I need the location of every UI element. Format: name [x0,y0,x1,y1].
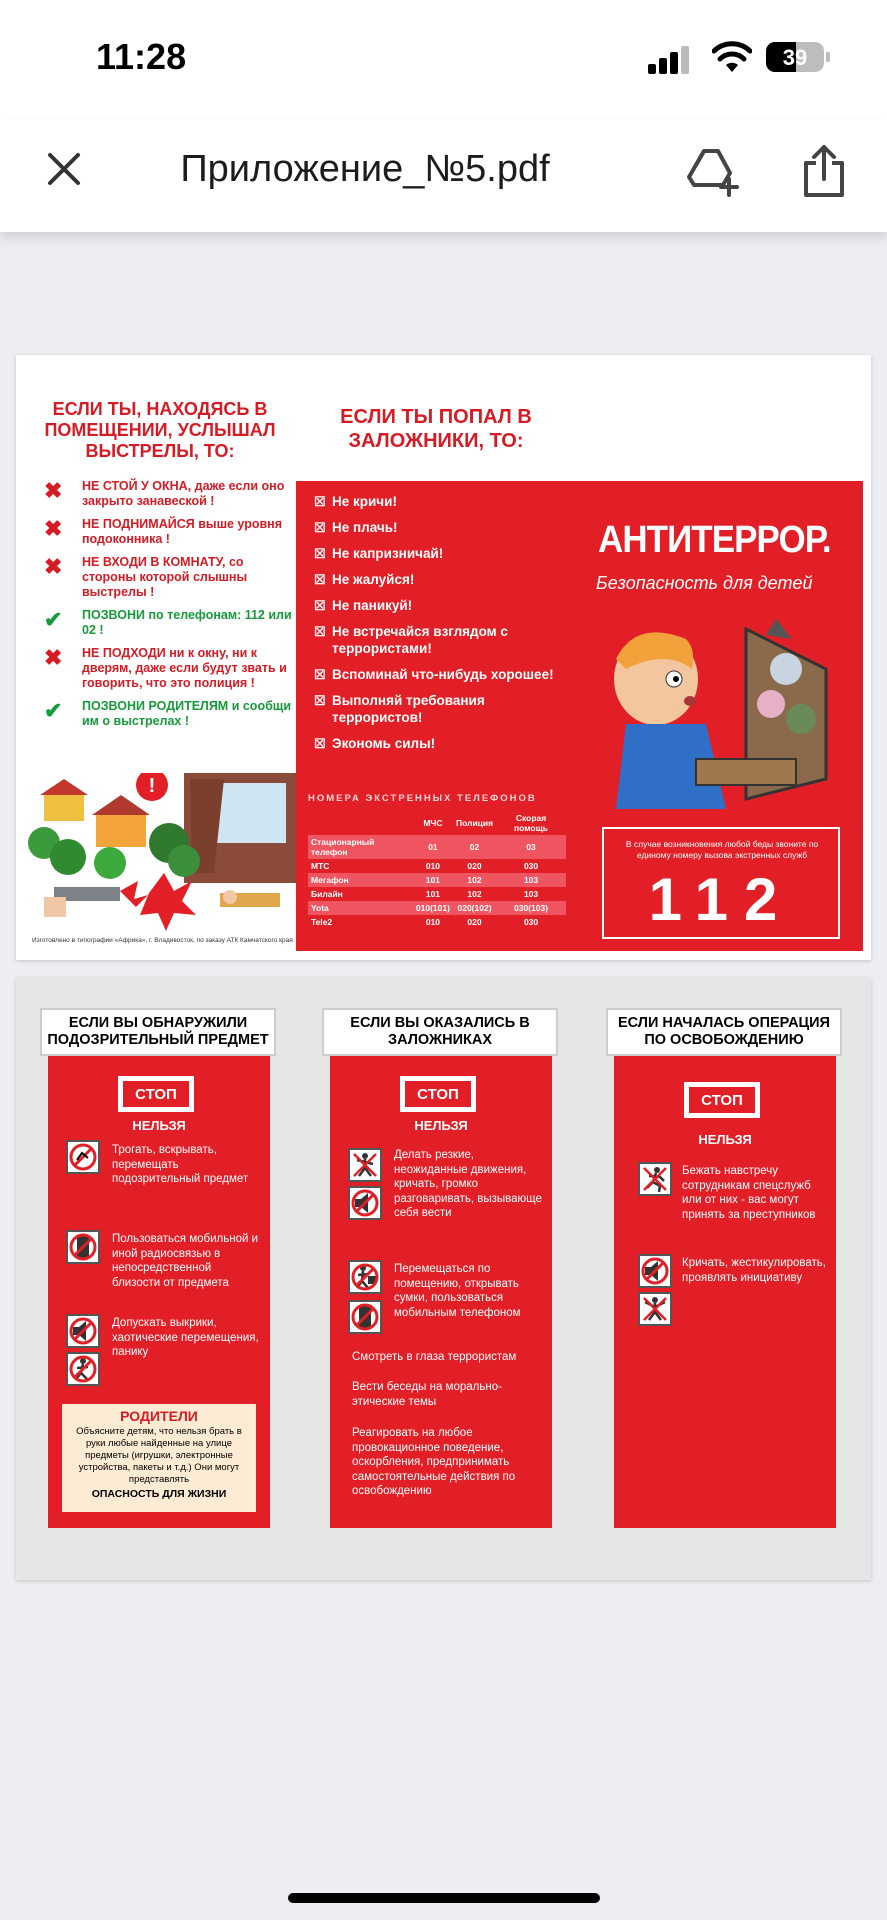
battery-level: 39 [782,45,808,70]
poster-header: ЕСЛИ НАЧАЛАСЬ ОПЕРАЦИЯ ПО ОСВОБОЖДЕНИЮ [606,1008,842,1056]
list-item: ☒ Выполняй требования террористов! [314,693,485,725]
status-bar [0,0,887,120]
no-panic-icon [66,1352,100,1386]
rule-text: Вести беседы на морально-этические темы [352,1381,502,1408]
cross-icon: ✖ [44,478,63,503]
list-item: ✖ НЕ ПОДНИМАЙСЯ выше уровня подоконника ! [44,516,282,546]
list-item: ☒ Не паникуй! [314,598,413,613]
list-item: ✔ ПОЗВОНИ по телефонам: 112 или 02 ! [44,607,292,637]
parents-title: РОДИТЕЛИ [120,1408,198,1424]
home-indicator[interactable] [288,1893,600,1903]
forbidden-label: НЕЛЬЗЯ [414,1118,468,1133]
list-item: ✔ ПОЗВОНИ РОДИТЕЛЯМ и сообщи им о выстрелах ! [44,698,292,728]
stop-sign: СТОП [684,1082,760,1118]
poster-suspicious-item [48,1008,278,1528]
leaflet-panel-hostage [296,361,576,951]
forbidden-label: НЕЛЬЗЯ [698,1132,752,1147]
list-item: ☒ Не плачь! [314,520,398,535]
no-shouting-icon [638,1254,672,1288]
status-time: 11:28 [96,36,187,77]
list-item: ☒ Не встречайся взглядом с террористами! [314,624,508,656]
checkbox-icon: ☒ [314,546,326,561]
emergency-number: 112 [648,866,794,933]
emergency-number-box [602,827,840,939]
rule-text: Трогать, вскрывать, перемещать подозрительный предмет [112,1144,249,1185]
document-title: Приложение_№5.pdf [180,148,550,190]
svg-text:!: ! [148,775,156,797]
checkbox-icon: ☒ [314,736,326,751]
table-row: МТС 010 020 030 [311,861,539,871]
hostage-rules-block [296,481,576,951]
no-moving-icon [348,1260,382,1294]
no-phone-icon [66,1230,100,1264]
table-row: Tele2 010 020 030 [311,917,539,927]
checkbox-icon: ☒ [314,624,326,639]
boy-computer-illustration [596,609,846,814]
share-icon [800,143,848,199]
checkbox-icon: ☒ [314,494,326,509]
cross-icon: ✖ [44,645,63,670]
poster-header: ЕСЛИ ВЫ ОБНАРУЖИЛИ ПОДОЗРИТЕЛЬНЫЙ ПРЕДМЕТ [40,1008,276,1056]
checkmark-icon: ✔ [44,607,63,632]
no-shouting-icon [66,1314,100,1348]
wifi-icon [712,40,752,74]
checkmark-icon: ✔ [44,698,63,723]
rule-text: Бежать навстречу сотрудникам спецслужб или от них - вас могут принять за преступников [682,1165,816,1221]
checkbox-icon: ☒ [314,520,326,535]
list-item: ✖ НЕ СТОЙ У ОКНА, даже если оно закрыто занавеской ! [44,478,285,508]
no-sudden-moves-icon [348,1148,382,1182]
checkbox-icon: ☒ [314,693,326,708]
poster-header: ЕСЛИ ВЫ ОКАЗАЛИСЬ В ЗАЛОЖНИКАХ [322,1008,558,1056]
cover-title: АНТИТЕРРОР. [598,519,831,561]
table-row: Стационарный телефон 01 02 03 [308,835,566,859]
battery-icon [766,42,824,72]
add-to-drive-button[interactable] [686,145,740,197]
pdf-page-1 [16,355,871,960]
rules-list [38,479,296,737]
table-row: Билайн 101 102 103 [311,889,539,899]
close-button[interactable] [40,145,88,193]
panel-title: ЕСЛИ ТЫ ПОПАЛ В ЗАЛОЖНИКИ, ТО: [340,406,532,452]
leaflet-panel-cover [576,361,863,951]
stop-sign: СТОП [118,1076,194,1112]
no-gesturing-icon [638,1292,672,1326]
parents-danger: ОПАСНОСТЬ ДЛЯ ЖИЗНИ [91,1488,227,1500]
rule-text: Смотреть в глаза террористам [352,1351,517,1363]
rule-text: Пользоваться мобильной и иной радиосвязью в непосредственной близости от предмета [112,1233,259,1289]
cellular-signal-icon [648,44,692,74]
forbidden-label: НЕЛЬЗЯ [132,1118,186,1133]
checkbox-icon: ☒ [314,667,326,682]
rule-text: Реагировать на любое провокационное поведение, оскорбления, предпринимать самостоятельные действия по освобождению [352,1427,516,1497]
share-button[interactable] [800,143,848,199]
rule-text: Перемещаться по помещению, открывать сумки, пользоваться мобильным телефоном [394,1263,521,1319]
cross-icon: ✖ [44,554,63,579]
rule-text: Кричать, жестикулировать, проявлять инициативу [682,1257,826,1284]
emergency-phones-table [308,811,566,929]
list-item: ☒ Не капризничай! [314,546,444,561]
poster-hostage [330,1008,560,1528]
no-phone-icon [348,1300,382,1334]
shooting-illustration [24,773,296,933]
panel-title: ЕСЛИ ТЫ, НАХОДЯСЬ В ПОМЕЩЕНИИ, УСЛЫШАЛ ВЫСТРЕЛЫ, ТО: [44,399,276,461]
parents-note [62,1404,256,1512]
list-item: ✖ НЕ ПОДХОДИ ни к окну, ни к дверям, даже если будут звать и говорить, что это полиция ! [44,645,287,690]
print-note: Изготовлено в типографии «Африка», г. Владивосток, по заказу АТК Камчатского края [32,937,293,944]
checkbox-icon: ☒ [314,572,326,587]
pdf-page-2 [16,978,871,1580]
cover-block [576,481,863,951]
list-item: ☒ Экономь силы! [314,736,436,751]
poster-rescue-operation [614,1008,844,1528]
list-item: ☒ Не жалуйся! [314,572,415,587]
cross-icon: ✖ [44,516,63,541]
rule-text: Допускать выкрики, хаотические перемещения, панику [112,1317,259,1358]
no-touch-icon [66,1140,100,1174]
no-shouting-icon [348,1186,382,1220]
table-header-row: МЧС Полиция Скорая помощь [423,813,549,833]
no-running-icon [638,1162,672,1196]
list-item: ☒ Не кричи! [314,494,397,509]
rule-text: Делать резкие, неожиданные движения, кричать, громко разговаривать, вызывающе себя вести [394,1149,542,1219]
parents-text: Объясните детям, что нельзя брать в руки любые найденные на улице предметы (игрушки, электронные устройства, пакеты и т.д.) Они могут представлять [76,1426,242,1485]
list-item: ✖ НЕ ВХОДИ В КОМНАТУ, со стороны которой слышны выстрелы ! [44,554,248,599]
cover-subtitle: Безопасность для детей [596,573,813,593]
list-item: ☒ Вспоминай что-нибудь хорошее! [314,667,554,682]
table-row: Мегафон 101 102 103 [308,873,566,887]
emergency-note: В случае возникновения любой беды звоните по единому номеру вызова экстренных служб [625,839,819,860]
phones-table-title: НОМЕРА ЭКСТРЕННЫХ ТЕЛЕФОНОВ [308,793,537,804]
table-row: Yota 010(101) 020(102) 030(103) [308,901,566,915]
stop-sign: СТОП [400,1076,476,1112]
leaflet-panel-shooting [24,361,296,951]
checkbox-icon: ☒ [314,598,326,613]
add-to-drive-icon [686,145,740,197]
close-icon [46,151,82,187]
